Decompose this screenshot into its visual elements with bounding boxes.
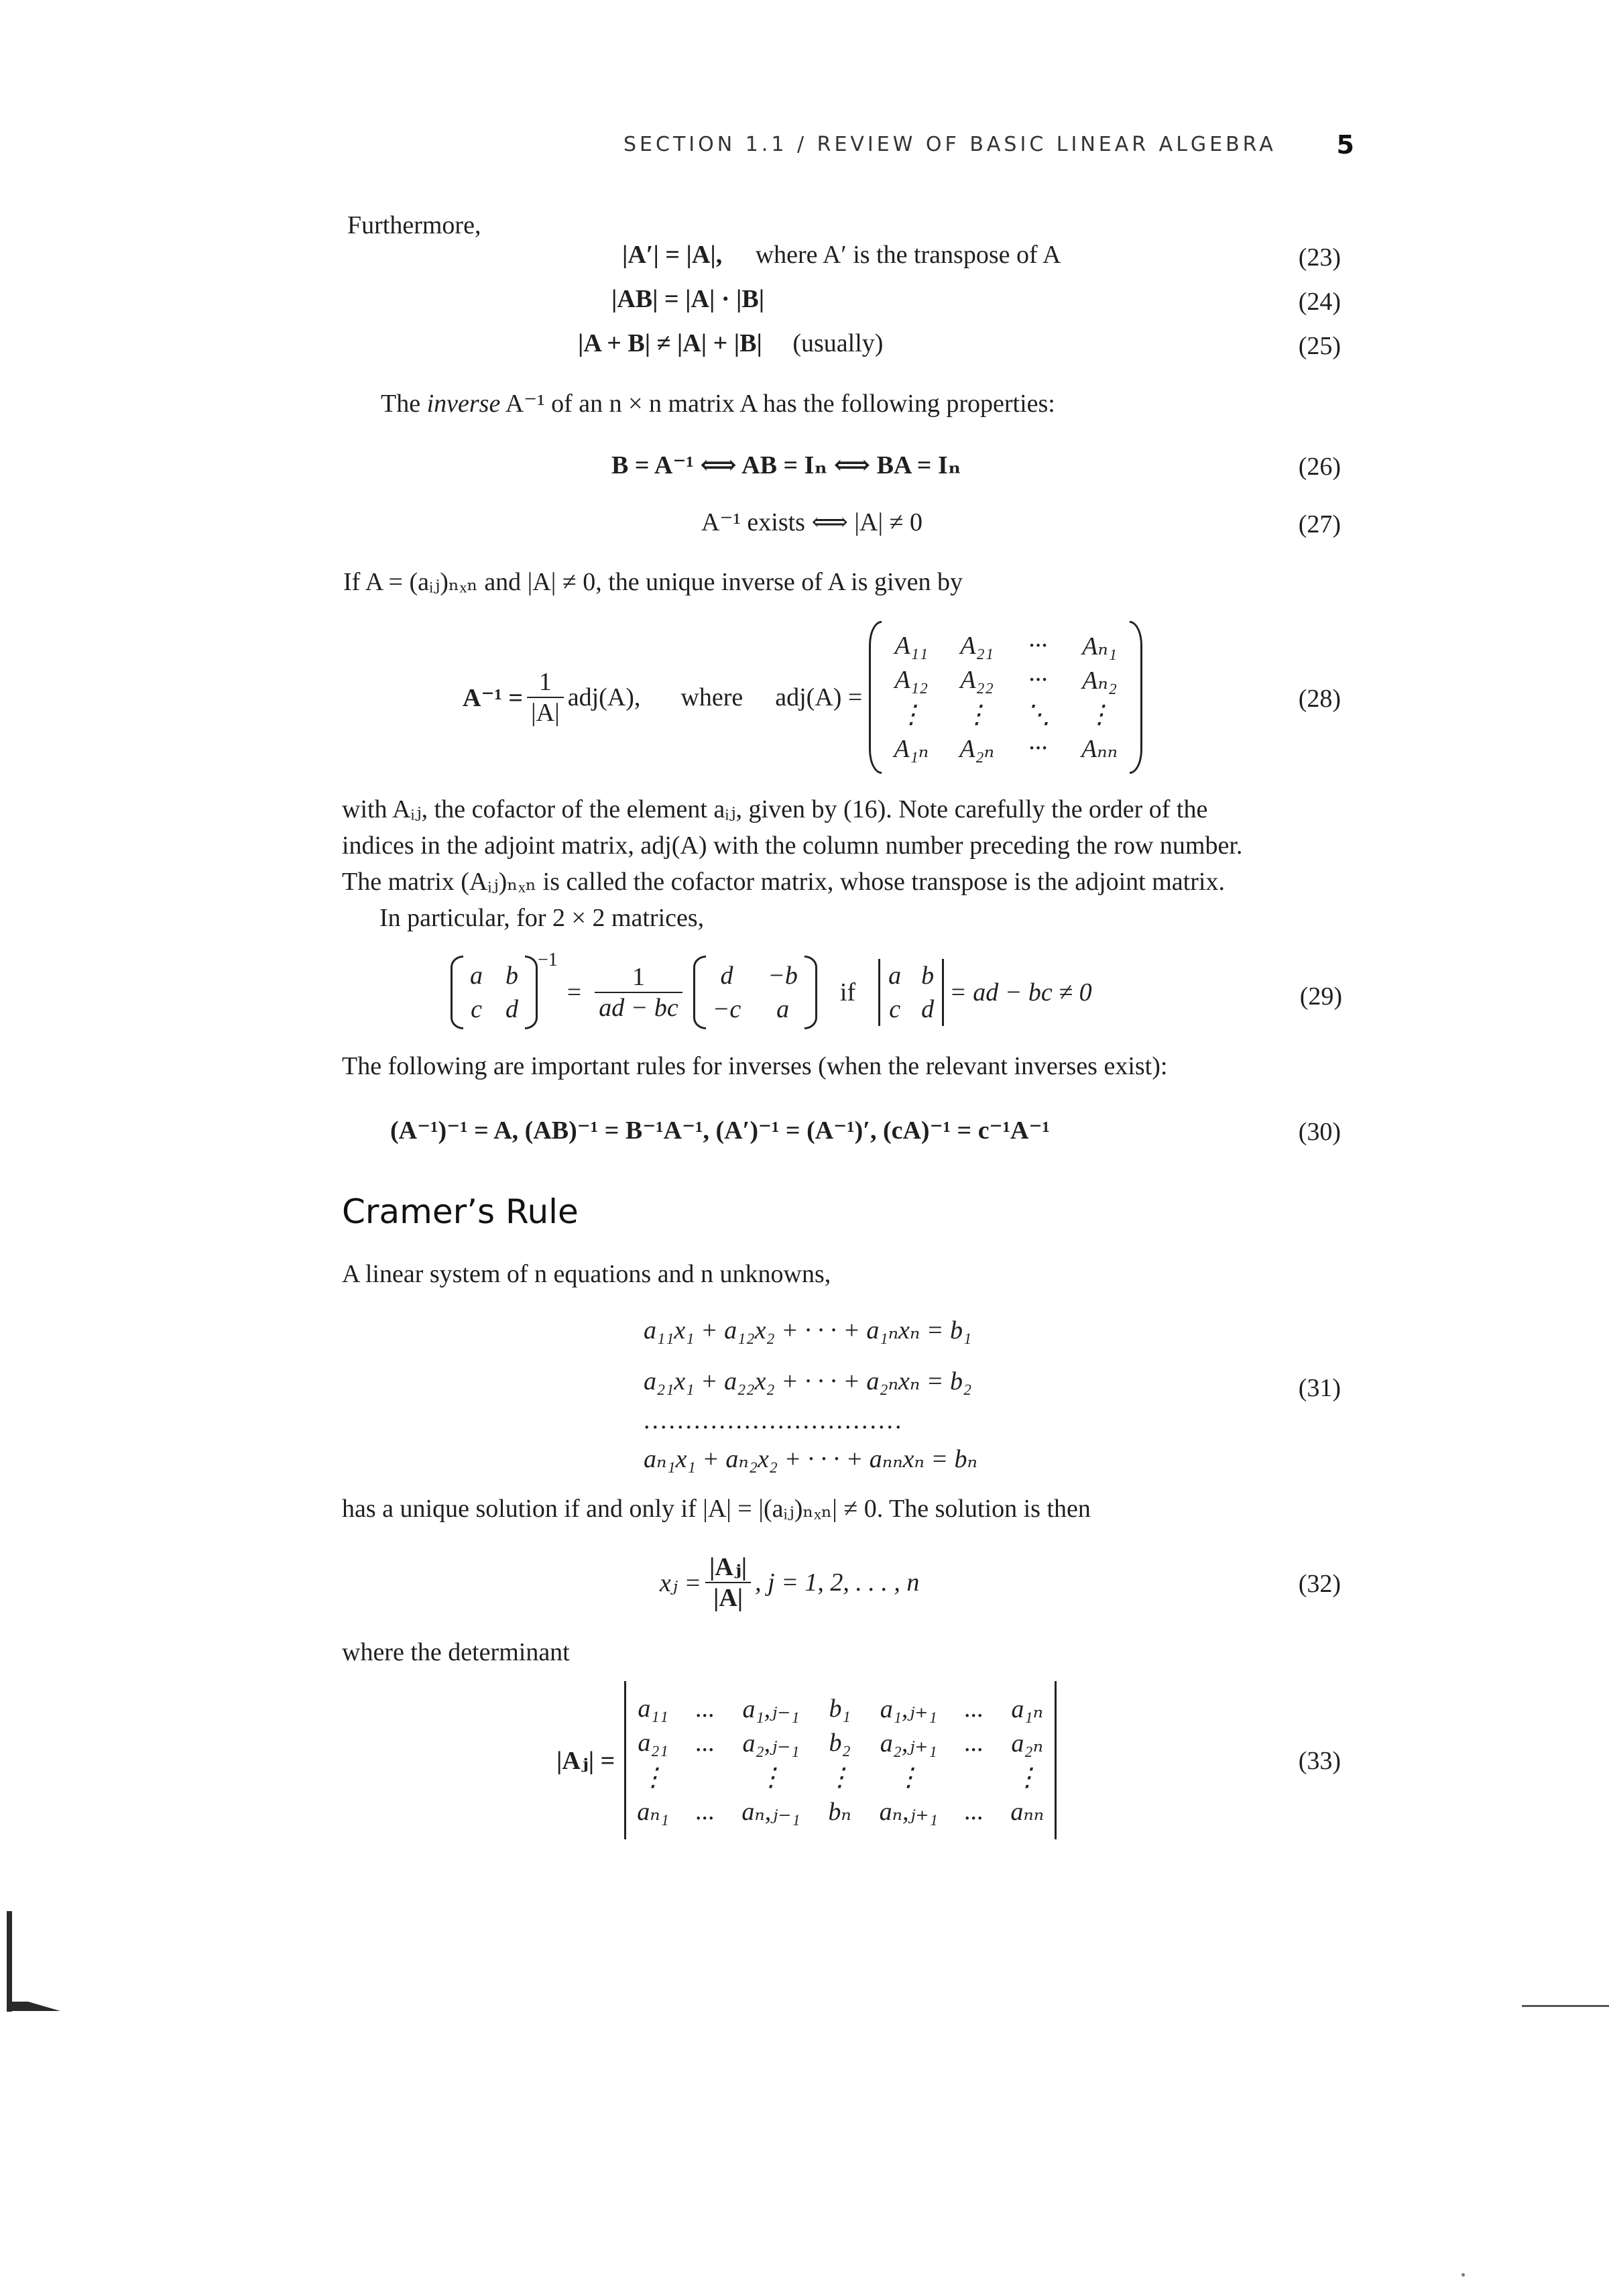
matrix-cell: a (776, 995, 790, 1023)
eq33-number: (33) (1298, 1747, 1341, 1775)
matrix-cell: ⋮ (1014, 1764, 1040, 1792)
scan-speck (1462, 2273, 1465, 2277)
matrix-cell: Aₙₙ (1081, 735, 1118, 763)
cramer-intro: A linear system of n equations and n unknowns, (342, 1260, 831, 1288)
inverse-intro (381, 388, 1055, 420)
matrix-cell: aₙ,ⱼ₋₁ (741, 1798, 800, 1826)
matrix-cell: a₂₁ (638, 1729, 668, 1757)
equation-32 (660, 1542, 919, 1623)
matrix-cell: ⋱ (1025, 701, 1051, 729)
equation-30 (390, 1114, 1050, 1145)
eq29-matrix-1 (463, 960, 525, 1025)
matrix-cell: d (921, 995, 935, 1023)
matrix-cell: −c (712, 995, 741, 1023)
inverse-intro-pre: The (381, 390, 427, 418)
running-head-text: SECTION 1.1 / REVIEW OF BASIC LINEAR ALGEBRA (623, 133, 1276, 156)
matrix-cell: c (889, 995, 901, 1023)
matrix-cell: a₁₁ (638, 1695, 668, 1723)
matrix-cell: A₁₂ (894, 666, 929, 694)
eq31-number: (31) (1298, 1374, 1341, 1402)
matrix-cell: Aₙ₂ (1082, 667, 1117, 695)
eq25-text: (usually) (792, 329, 884, 357)
eq25-lhs: |A + B| ≠ |A| + |B| (578, 329, 762, 357)
eq29-det-right-bar (942, 959, 944, 1026)
eq32-lhs: xⱼ = (660, 1568, 702, 1597)
matrix-cell: a₁,ⱼ₋₁ (742, 1695, 800, 1723)
matrix-cell: c (471, 995, 482, 1023)
matrix-cell (965, 1762, 984, 1792)
matrix-cell: ⋮ (827, 1764, 853, 1792)
eq29-frac-num: 1 (595, 962, 682, 993)
matrix-cell: A₂₂ (960, 666, 994, 694)
matrix-cell: ... (964, 1729, 984, 1757)
equation-23 (622, 240, 1061, 270)
eq23-lhs: |A′| = |A|, (622, 241, 723, 269)
eq27-number: (27) (1298, 510, 1341, 538)
eq29-exponent: −1 (538, 950, 558, 970)
matrix-cell: b₁ (829, 1695, 851, 1723)
intro-text: Furthermore, (347, 211, 481, 239)
eq29-determinant (880, 960, 942, 1025)
where-determinant: where the determinant (342, 1638, 570, 1666)
matrix-cell: ⋮ (640, 1764, 666, 1792)
equation-29 (451, 952, 1092, 1033)
matrix-cell: ··· (1028, 734, 1048, 762)
eq29-number: (29) (1299, 982, 1342, 1011)
eq29-fraction (595, 962, 682, 1023)
eq24-lhs: |AB| = |A| · |B| (611, 285, 765, 313)
eq29-m1-right-paren (525, 956, 538, 1029)
rules-intro: The following are important rules for inverses (when the relevant inverses exist): (342, 1052, 1168, 1080)
matrix-cell: ··· (1028, 666, 1048, 694)
eq28-lhs: A⁻¹ = (463, 684, 524, 712)
eq29-m1-left-paren (451, 956, 463, 1029)
matrix-cell: aₙ₁ (637, 1798, 669, 1826)
eq31-row-n: aₙ₁x₁ + aₙ₂x₂ + · · · + aₙₙxₙ = bₙ (644, 1445, 977, 1473)
section-title: Cramer’s Rule (342, 1192, 579, 1231)
matrix-cell: a₂,ⱼ₋₁ (742, 1729, 800, 1758)
matrix-cell: ··· (1028, 632, 1048, 660)
eq24-number: (24) (1298, 288, 1341, 316)
matrix-cell: ⋮ (1087, 701, 1113, 729)
matrix-cell: ⋮ (964, 701, 990, 729)
eq25-number: (25) (1298, 332, 1341, 360)
matrix-cell: b (921, 962, 935, 990)
matrix-cell: a₂,ⱼ₊₁ (880, 1729, 937, 1758)
matrix-cell: ⋮ (896, 1764, 922, 1792)
matrix-cell: A₁ₙ (894, 735, 929, 763)
eq29-if: if (839, 978, 856, 1007)
eq28-number: (28) (1298, 685, 1341, 713)
scan-edge-shadow (7, 1911, 12, 2012)
matrix-cell: a₂ₙ (1011, 1729, 1044, 1758)
unique-inverse-text: If A = (aᵢⱼ)ₙₓₙ and |A| ≠ 0, the unique inverse of A is given by (343, 568, 963, 596)
eq29-m2-left-paren (693, 956, 706, 1029)
eq28-adj: adj(A) = (775, 683, 863, 711)
running-head (623, 130, 1354, 160)
eq29-frac-den: ad − bc (599, 994, 678, 1022)
matrix-cell: ... (695, 1695, 715, 1723)
eq32-number: (32) (1298, 1570, 1341, 1598)
matrix-cell: ... (695, 1797, 715, 1825)
scan-fold-line (1522, 2005, 1609, 2007)
eq28-fraction (527, 667, 564, 728)
cofactor-paragraph (342, 791, 1354, 936)
eq23-text: where A′ is the transpose of A (755, 241, 1061, 269)
scan-corner-shadow (7, 2002, 60, 2011)
matrix-cell: aₙ,ⱼ₊₁ (879, 1798, 938, 1826)
eq28-where: where (680, 683, 743, 711)
equation-25 (578, 329, 883, 358)
eq29-m2-right-paren (804, 956, 817, 1029)
equation-31 (644, 1305, 977, 1485)
eq32-frac-den: |A| (713, 1584, 743, 1612)
equation-28 (463, 617, 1142, 778)
matrix-cell: a₁,ⱼ₊₁ (880, 1695, 937, 1723)
equation-24 (611, 284, 764, 314)
matrix-cell: b (505, 962, 518, 990)
matrix-cell: b₂ (829, 1729, 851, 1757)
matrix-cell: ... (964, 1797, 984, 1825)
eq26-number: (26) (1298, 453, 1341, 481)
matrix-cell: −b (768, 962, 798, 990)
matrix-cell: d (505, 995, 518, 1023)
eq29-rhs: = ad − bc ≠ 0 (949, 978, 1092, 1007)
matrix-cell: A₁₁ (894, 632, 929, 660)
matrix-cell: bₙ (828, 1798, 851, 1826)
eq28-adj-after: adj(A), (567, 683, 641, 711)
eq30-expr: (A⁻¹)⁻¹ = A, (AB)⁻¹ = B⁻¹A⁻¹, (A′)⁻¹ = (A⁻¹)′, (cA)⁻¹ = c⁻¹A⁻¹ (390, 1116, 1050, 1145)
eq29-matrix-2 (706, 960, 804, 1025)
matrix-cell: ... (964, 1695, 984, 1723)
eq23-number: (23) (1298, 243, 1341, 272)
matrix-cell: ... (695, 1729, 715, 1757)
unique-solution-text: has a unique solution if and only if |A| = |(aᵢⱼ)ₙₓₙ| ≠ 0. The solution is then (342, 1495, 1091, 1523)
matrix-cell: a (888, 962, 902, 990)
matrix-cell: aₙₙ (1010, 1798, 1045, 1826)
cofactor-line-3: The matrix (Aᵢⱼ)ₙₓₙ is called the cofactor matrix, whose transpose is the adjoint matrix. (342, 868, 1225, 896)
eq28-frac-num: 1 (527, 667, 564, 698)
eq31-row-2: a₂₁x₁ + a₂₂x₂ + · · · + a₂ₙxₙ = b₂ (644, 1367, 972, 1395)
eq32-fraction (705, 1552, 751, 1613)
cofactor-line-1: with Aᵢⱼ, the cofactor of the element aᵢⱼ, given by (16). Note carefully the order of the (342, 795, 1208, 823)
matrix-cell: ⋮ (898, 701, 925, 729)
eq32-frac-num: |Aⱼ| (705, 1552, 751, 1583)
matrix-cell: ⋮ (758, 1764, 784, 1792)
eq30-number: (30) (1298, 1118, 1341, 1146)
eq27-expr: A⁻¹ exists ⟺ |A| ≠ 0 (701, 508, 922, 536)
eq28-frac-den: |A| (531, 699, 560, 727)
eq32-rhs: , j = 1, 2, . . . , n (755, 1568, 920, 1597)
cofactor-line-4: In particular, for 2 × 2 matrices, (379, 904, 705, 932)
matrix-cell: a₁ₙ (1011, 1695, 1044, 1723)
inverse-intro-post: A⁻¹ of an n × n matrix A has the following properties: (500, 390, 1055, 418)
inverse-term: inverse (426, 390, 501, 418)
matrix-cell: A₂ₙ (959, 735, 995, 763)
cramer-determinant-matrix (626, 1692, 1055, 1828)
eq29-equals: = (567, 978, 582, 1007)
eq33-right-bar (1055, 1681, 1057, 1839)
eq28-right-paren (1130, 621, 1142, 774)
matrix-cell: a (470, 962, 483, 990)
matrix-cell: A₂₁ (960, 632, 994, 660)
eq26-expr: B = A⁻¹ ⟺ AB = Iₙ ⟺ BA = Iₙ (611, 451, 961, 479)
cofactor-line-2: indices in the adjoint matrix, adj(A) with the column number preceding the row number. (342, 831, 1243, 860)
matrix-cell: Aₙ₁ (1082, 632, 1117, 661)
equation-33 (556, 1676, 1057, 1844)
matrix-cell (696, 1762, 715, 1792)
adjoint-matrix (882, 628, 1130, 766)
eq31-row-1: a₁₁x₁ + a₁₂x₂ + · · · + a₁ₙxₙ = b₁ (644, 1316, 972, 1344)
eq31-row-ellipsis: ............................... (644, 1406, 904, 1434)
eq33-lhs: |Aⱼ| = (556, 1747, 615, 1775)
page-number: 5 (1336, 130, 1354, 160)
equation-27 (701, 507, 922, 537)
eq28-left-paren (869, 621, 882, 774)
matrix-cell: d (720, 962, 733, 990)
equation-26 (611, 449, 961, 480)
